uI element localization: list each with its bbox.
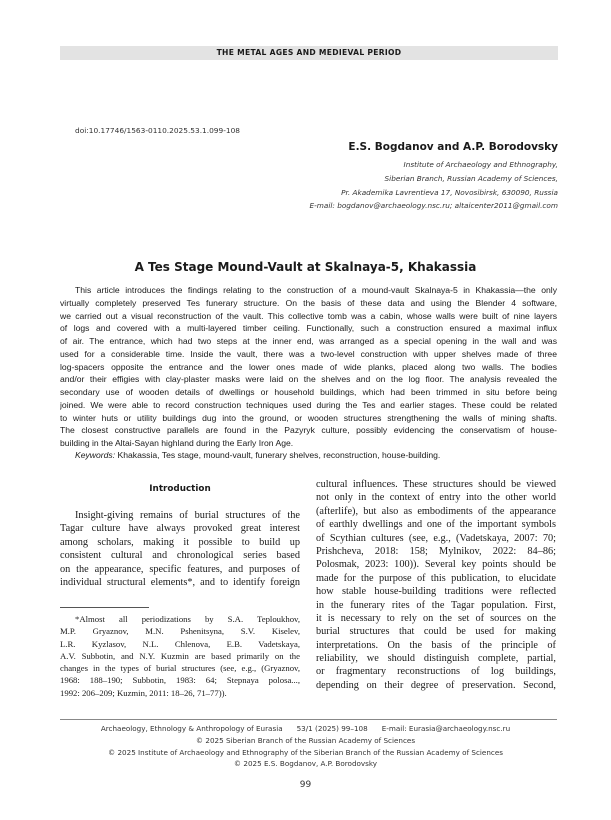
authors: E.S. Bogdanov and A.P. Borodovsky xyxy=(348,141,558,153)
text-line: joined. We were able to record construction techniques used during the Tes and earlier stages. These could be related xyxy=(60,399,557,410)
footer-divider xyxy=(60,719,557,720)
text-line: we carried out a visual reconstruction of the vault. This collective tomb was a cabin, whose walls were built of nine layers xyxy=(60,310,557,321)
text-line: Polosmak, 2023: 100)). Several key points should be xyxy=(316,559,556,571)
text-line: consistent cultural and chronological series based xyxy=(60,550,300,562)
journal-issue: 53/1 (2025) 99–108 xyxy=(296,724,368,733)
text-line: L.R. Kyzlasov, N.L. Chlenova, E.B. Vadetskaya, xyxy=(60,638,300,649)
text-line: 1992: 206–209; Kuzmin, 2011: 18–26, 71–77)). xyxy=(60,687,227,698)
left-column-text xyxy=(60,509,300,589)
text-line: interpretations. On the basis of the principle of xyxy=(316,639,556,651)
abstract xyxy=(60,284,557,450)
copyright-line: © 2025 E.S. Bogdanov, A.P. Borodovsky xyxy=(233,759,378,769)
text-line: building in the Altai-Sayan highland during the Early Iron Age. xyxy=(60,438,294,448)
text-line: not only in the context of entry into the other world xyxy=(316,492,556,504)
keywords-label: Keywords: xyxy=(75,450,116,460)
copyright-line: © 2025 Institute of Archaeology and Ethnography of the Siberian Branch of the Russian Academy of Sciences xyxy=(108,747,503,757)
text-line: changes in the types of burial structures (see, e.g., (Gryaznov, xyxy=(60,663,300,674)
text-line: secondary use of wooden details of dwellings or household buildings, which had been trimmed in situ before being xyxy=(60,387,557,397)
text-line: on the appearance, specific features, and purposes of xyxy=(60,563,300,575)
text-line: or fragmentary reconstructions of log buildings, xyxy=(316,666,556,678)
text-line: how stable house-building traditions were reflected xyxy=(316,586,556,598)
text-line: M.P. Gryaznov, M.N. Pshenitsyna, S.V. Kiselev, xyxy=(60,626,300,637)
text-line: depending on their degree of preservation. Second, xyxy=(316,679,556,691)
text-line: (afterlife), but also as embodiments of the appearance xyxy=(316,505,556,517)
text-line: among scholars, making it possible to build up xyxy=(60,536,300,548)
footnote xyxy=(60,613,300,699)
article-title: A Tes Stage Mound-Vault at Skalnaya-5, Khakassia xyxy=(134,260,477,274)
section-heading-introduction: Introduction xyxy=(149,484,211,494)
text-line: of Scythian cultures (see, e.g., (Vadetskaya, 2007: 70; xyxy=(316,532,556,544)
footnote-divider xyxy=(60,607,149,608)
copyright-line: © 2025 Siberian Branch of the Russian Academy of Sciences xyxy=(195,735,416,745)
text-line: reliability, we should distinguish complete, partial, xyxy=(316,653,556,665)
author-emails[interactable]: E-mail: bogdanov@archaeology.nsc.ru; altaicenter2011@gmail.com xyxy=(309,201,558,211)
text-line: to winter huts or utility buildings dug into the ground, or wooden structures strengthening the walls of mining shafts. xyxy=(60,412,557,423)
text-line: individual structural elements*, and to identify foreign xyxy=(60,576,300,588)
text-line: burial structures that could be used for making xyxy=(316,626,556,638)
text-line: virtually completely preserved Tes funerary structure. On the basis of these data and using the Blender 4 software, xyxy=(60,297,557,308)
affiliation-line: Pr. Akademika Lavrentieva 17, Novosibirsk, 630090, Russia xyxy=(341,187,558,197)
page-footer xyxy=(0,723,611,770)
journal-email[interactable]: E-mail: Eurasia@archaeology.nsc.ru xyxy=(381,724,511,733)
text-line: in the funerary rites of the Tagar population. First, xyxy=(316,599,556,611)
text-line: 1968: 188–190; Subbotin, 1983: 64; Stepnaya polosa..., xyxy=(60,675,300,686)
text-line: A.V. Subbotin, and N.Y. Kuzmin are based primarily on the xyxy=(60,650,300,661)
affiliation-line: Institute of Archaeology and Ethnography, xyxy=(403,160,558,169)
text-line: cultural influences. These structures should be viewed xyxy=(316,479,556,490)
keywords-list: Khakassia, Tes stage, mound-vault, funerary shelves, reconstruction, house-building. xyxy=(115,450,441,460)
keywords xyxy=(75,450,440,460)
text-line: and/or their effigies with clay-plaster masks were laid on the shelves and on the log floor. The analysis revealed the xyxy=(60,374,557,385)
right-column-text xyxy=(316,478,556,692)
text-line: it is necessary to rely on the set of sources on the xyxy=(316,612,556,624)
text-line: Insight-giving remains of burial structures of the xyxy=(75,510,300,521)
text-line: used for a considerable time. Inside the vault, there was a two-level construction with upper shelves made of three xyxy=(60,348,557,359)
text-line: made for the purpose of this publication, to elucidate xyxy=(316,572,556,584)
page-number: 99 xyxy=(299,780,312,790)
text-line: Tagar culture have always provoked great interest xyxy=(60,523,300,535)
affiliation-line: Siberian Branch, Russian Academy of Sciences, xyxy=(384,173,558,183)
text-line: of earthly dwellings and one of the important symbols xyxy=(316,519,556,531)
text-line: This article introduces the findings relating to the construction of a mound-vault Skalnaya-5 in Khakassia—the only xyxy=(75,285,557,295)
text-line: *Almost all periodizations by S.A. Teploukhov, xyxy=(75,614,300,624)
text-line: Prishcheva, 2018: 158; Mylnikov, 2022: 84–86; xyxy=(316,545,556,557)
journal-info xyxy=(0,723,611,735)
doi[interactable]: doi:10.17746/1563-0110.2025.53.1.099-108 xyxy=(75,126,240,135)
journal-name: Archaeology, Ethnology & Anthropology of Eurasia xyxy=(100,724,283,733)
text-line: of air. The entrance, which had two steps at the inner end, was arranged as a special opening in the wall and was xyxy=(60,336,557,346)
text-line: The closest constructive parallels are found in the Pazyryk culture, possibly evidencing the conservatism of house- xyxy=(60,425,557,436)
section-band: THE METAL AGES AND MEDIEVAL PERIOD xyxy=(60,46,558,60)
text-line: of logs and covered with a multi-layered timber ceiling. Functionally, such a construction ensured a maximal influx xyxy=(60,323,557,334)
affiliation xyxy=(310,158,558,213)
text-line: log-spacers opposite the entrance and the lower ones made of wide planks, placed along two walls. The bodies xyxy=(60,361,557,372)
